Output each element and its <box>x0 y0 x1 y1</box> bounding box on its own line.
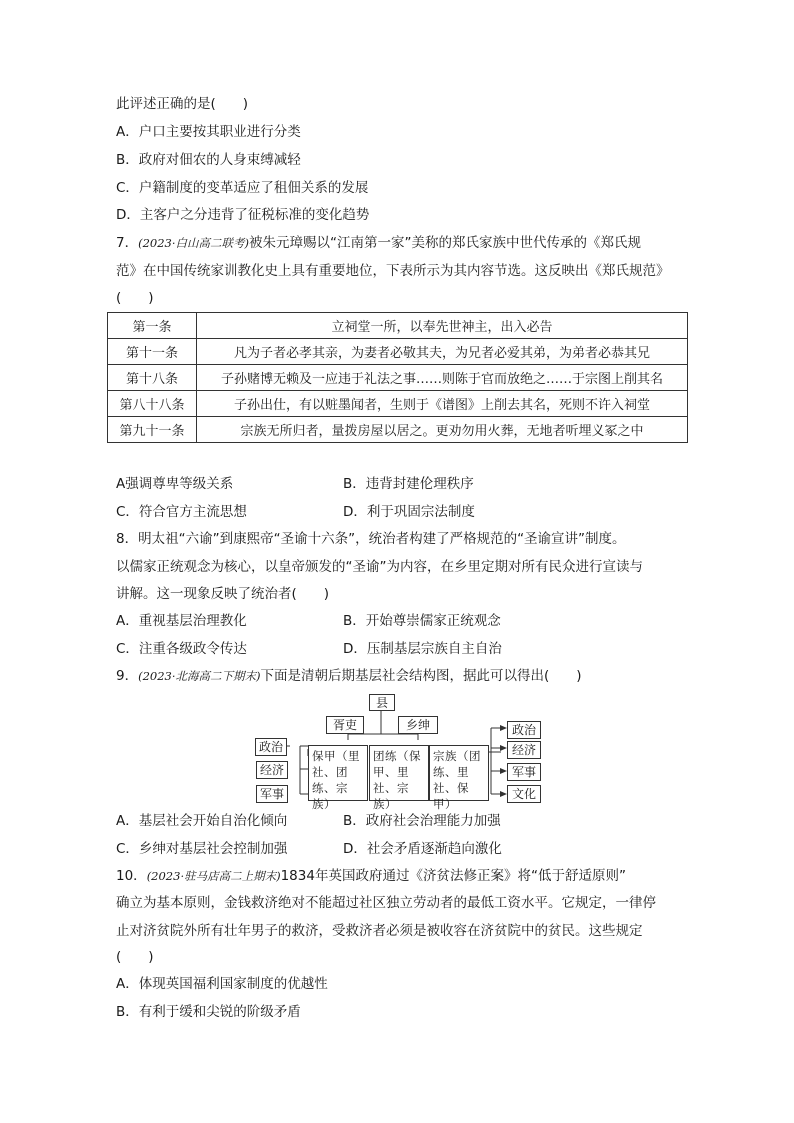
diagram-right-economy: 经济 <box>507 741 541 759</box>
q8-line2: 以儒家正统观念为核心，以皇帝颁发的“圣谕”为内容，在乡里定期对所有民众进行宣读与 <box>116 559 643 575</box>
q7-option-a: A强调尊卑等级关系 <box>116 476 234 492</box>
diagram-left-politics: 政治 <box>255 738 287 756</box>
q9-source: (2023·北海高二下期末) <box>138 669 261 683</box>
q7-line3: ( ) <box>116 290 154 306</box>
table-cell-content: 宗族无所归者，量拨房屋以居之。更劝勿用火葬，无地者听埋义冢之中 <box>197 417 688 443</box>
table-cell-content: 凡为子者必孝其亲，为妻者必敬其夫，为兄者必爱其弟，为弟者必恭其兄 <box>197 339 688 365</box>
diagram-right-military: 军事 <box>507 763 541 781</box>
diagram-clerk: 胥吏 <box>326 716 364 734</box>
table-cell-content: 立祠堂一所，以奉先世神主，出入必告 <box>197 313 688 339</box>
q9-number: 9． <box>116 668 139 684</box>
table-cell-item: 第十八条 <box>108 365 197 391</box>
q6-option-d: D．主客户之分违背了征税标准的变化趋势 <box>116 207 370 223</box>
table-row <box>108 391 688 417</box>
q10-number: 10． <box>116 868 147 884</box>
q7-source: (2023·白山高二联考) <box>138 236 249 250</box>
diagram-tuanlian-box: 团练（保甲、里社、宗族） <box>369 745 429 801</box>
q10-stem: 1834年英国政府通过《济贫法修正案》将“低于舒适原则” <box>280 868 626 884</box>
q7-option-d: D．利于巩固宗法制度 <box>343 504 475 520</box>
table-cell-content: 子孙赌博无赖及一应违于礼法之事……则陈于官而放绝之……于宗图上削其名 <box>197 365 688 391</box>
q10-option-a: A．体现英国福利国家制度的优越性 <box>116 976 328 992</box>
q6-option-a: A．户口主要按其职业进行分类 <box>116 124 301 140</box>
q6-option-b: B．政府对佃农的人身束缚减轻 <box>116 152 301 168</box>
diagram-zongzu-box: 宗族（团练、里社、保甲） <box>429 745 489 801</box>
q7-line2: 范》在中国传统家训教化史上具有重要地位，下表所示为其内容节选。这反映出《郑氏规范》 <box>116 263 670 279</box>
table-row <box>108 365 688 391</box>
q7-stem: 被朱元璋赐以“江南第一家”美称的郑氏家族中世代传承的《郑氏规 <box>249 235 641 251</box>
q6-stem-end: 此评述正确的是( ) <box>116 96 249 112</box>
table-cell-item: 第九十一条 <box>108 417 197 443</box>
q9-option-d: D．社会矛盾逐渐趋向激化 <box>343 841 502 857</box>
q8-option-b: B．开始尊崇儒家正统观念 <box>343 613 501 629</box>
q8-option-d: D．压制基层宗族自主自治 <box>343 641 502 657</box>
diagram-county: 县 <box>369 694 395 711</box>
diagram-left-economy: 经济 <box>256 761 288 779</box>
table-cell-item: 第十一条 <box>108 339 197 365</box>
q10-option-b: B．有利于缓和尖锐的阶级矛盾 <box>116 1004 301 1020</box>
q10-source: (2023·驻马店高二上期末) <box>146 869 281 883</box>
q9-line1 <box>116 667 582 685</box>
table-row <box>108 417 688 443</box>
q9-option-b: B．政府社会治理能力加强 <box>343 813 501 829</box>
q8-option-c: C．注重各级政令传达 <box>116 641 247 657</box>
table-row <box>108 313 688 339</box>
diagram-left-military: 军事 <box>256 785 288 803</box>
q7-option-c: C．符合官方主流思想 <box>116 504 247 520</box>
table-cell-item: 第八十八条 <box>108 391 197 417</box>
q9-option-a: A．基层社会开始自治化倾向 <box>116 813 288 829</box>
q9-structure-diagram <box>253 694 543 811</box>
q8-line1: 8．明太祖“六谕”到康熙帝“圣谕十六条”，统治者构建了严格规范的“圣谕宣讲”制度。 <box>116 531 626 547</box>
q9-option-c: C．乡绅对基层社会控制加强 <box>116 841 288 857</box>
table-cell-content: 子孙出仕，有以赃墨闻者，生则于《谱图》上削去其名，死则不许入祠堂 <box>197 391 688 417</box>
q7-option-b: B．违背封建伦理秩序 <box>343 476 474 492</box>
q7-table <box>107 312 688 443</box>
diagram-right-culture: 文化 <box>507 785 541 803</box>
q10-line2: 确立为基本原则，金钱救济绝对不能超过社区独立劳动者的最低工资水平。它规定，一律停 <box>116 895 656 911</box>
table-cell-item: 第一条 <box>108 313 197 339</box>
q7-line1 <box>116 234 641 252</box>
diagram-baojia-box: 保甲（里社、团练、宗族） <box>308 745 368 801</box>
diagram-gentry: 乡绅 <box>398 716 438 734</box>
q8-line3: 讲解。这一现象反映了统治者( ) <box>116 586 330 602</box>
diagram-right-politics: 政治 <box>507 721 541 739</box>
q10-line3: 止对济贫院外所有壮年男子的救济，受救济者必须是被收容在济贫院中的贫民。这些规定 <box>116 923 643 939</box>
q7-number: 7． <box>116 235 139 251</box>
q8-option-a: A．重视基层治理教化 <box>116 613 247 629</box>
q10-line1 <box>116 867 626 885</box>
q9-stem: 下面是清朝后期基层社会结构图，据此可以得出( ) <box>260 668 582 684</box>
q10-line4: ( ) <box>116 949 154 965</box>
q6-option-c: C．户籍制度的变革适应了租佃关系的发展 <box>116 180 369 196</box>
table-row <box>108 339 688 365</box>
